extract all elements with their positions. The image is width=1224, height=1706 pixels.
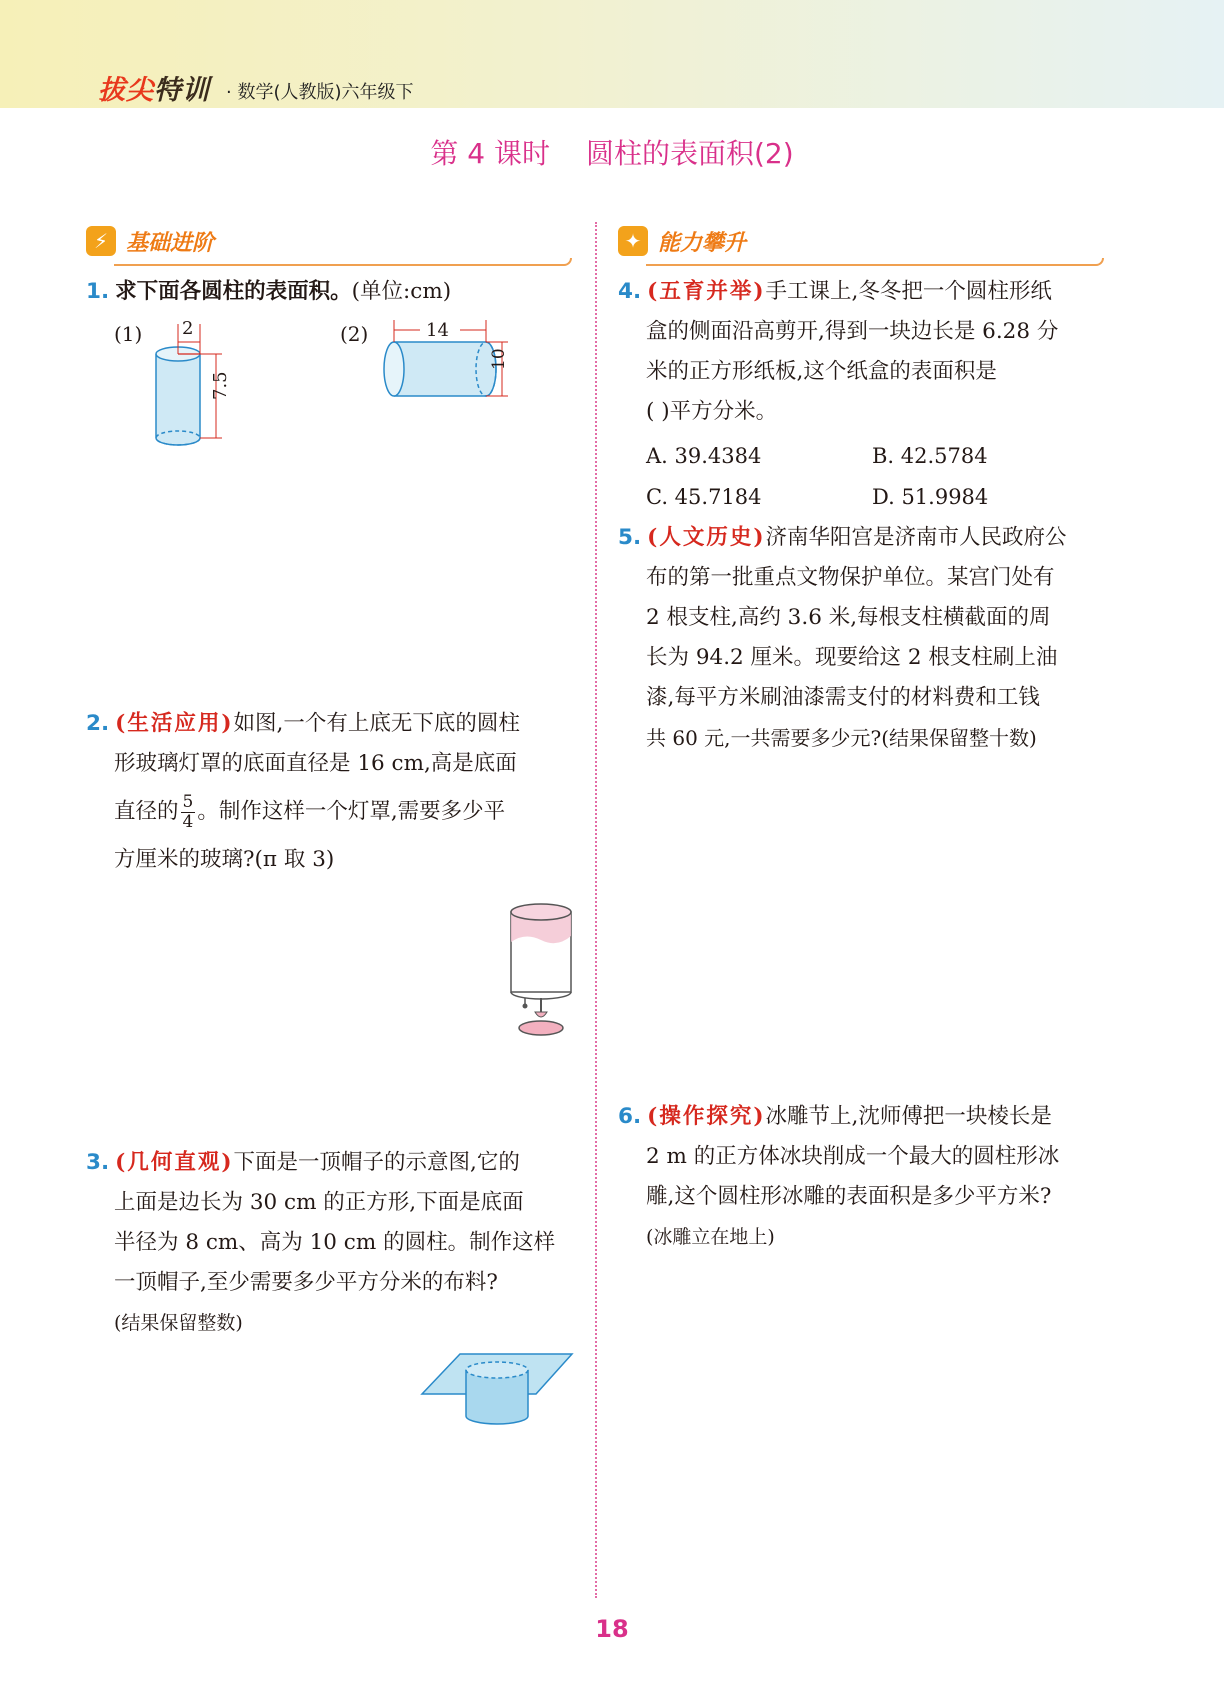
question-text: (冰雕立在地上)	[646, 1226, 775, 1248]
option-b: B. 42.5784	[872, 444, 988, 468]
figure-2-label: (2)	[340, 322, 369, 346]
question-number: 4.	[618, 279, 642, 304]
question-6	[618, 1097, 1118, 1257]
book-title: · 数学(人教版)六年级下	[226, 82, 414, 103]
hat-illustration	[420, 1352, 580, 1432]
question-tag: (几何直观)	[115, 1150, 234, 1175]
option-d: D. 51.9984	[872, 485, 989, 509]
section-ability-title: 能力攀升	[658, 231, 747, 256]
question-number: 6.	[618, 1104, 642, 1129]
question-text: 冰雕节上,沈师傅把一块棱长是	[765, 1104, 1052, 1129]
question-text: (结果保留整数)	[114, 1312, 243, 1334]
section-basic-title: 基础进阶	[126, 231, 215, 256]
question-text: 2 根支柱,高约 3.6 米,每根支柱横截面的周	[646, 605, 1051, 630]
question-1	[86, 272, 586, 312]
option-c: C. 45.7184	[646, 485, 762, 509]
question-text: 盒的侧面沿高剪开,得到一块边长是 6.28 分	[646, 319, 1059, 344]
cylinder-figure-2	[380, 316, 510, 408]
section-basic-header	[86, 222, 570, 262]
lesson-title	[0, 132, 1224, 172]
fraction-denominator: 4	[182, 811, 194, 832]
unit-note: (单位:cm)	[351, 279, 452, 304]
question-text: 布的第一批重点文物保护单位。某宫门处有	[646, 565, 1055, 590]
lesson-number: 第 4 课时	[430, 137, 550, 170]
text-segment: 直径的	[114, 799, 179, 824]
option-a: A. 39.4384	[646, 444, 762, 468]
answer-blank-line: ( )平方分米。	[646, 399, 778, 424]
question-2	[86, 704, 586, 880]
section-underline	[646, 258, 1104, 266]
question-text: 如图,一个有上底无下底的圆柱	[233, 711, 520, 736]
dim-diameter: 2	[182, 318, 194, 339]
question-tag: (人文历史)	[647, 525, 766, 550]
question-text: 一顶帽子,至少需要多少平方分米的布料?	[114, 1270, 498, 1295]
cylinder-figure-1	[148, 316, 238, 452]
text-segment: 。制作这样一个灯罩,需要多少平	[197, 799, 506, 824]
figure-1-label: (1)	[114, 322, 143, 346]
question-text: 2 m 的正方体冰块削成一个最大的圆柱形冰	[646, 1144, 1060, 1169]
dim-length: 14	[426, 320, 449, 341]
question-number: 3.	[86, 1150, 110, 1175]
question-tag: (操作探究)	[647, 1104, 766, 1129]
climber-icon: ✦	[618, 226, 648, 256]
lampshade-illustration	[505, 902, 577, 1038]
question-text: 方厘米的玻璃?(π 取 3)	[114, 847, 335, 872]
fraction	[181, 793, 196, 832]
question-number: 2.	[86, 711, 110, 736]
section-underline	[114, 258, 572, 266]
brand-logo: 拔尖特训	[98, 75, 210, 106]
question-text: 上面是边长为 30 cm 的正方形,下面是底面	[114, 1190, 524, 1215]
question-text-fraction-line	[86, 784, 586, 840]
dim-diameter: 10	[489, 348, 509, 370]
question-tag: (五育并举)	[647, 279, 766, 304]
question-text: 济南华阳宫是济南市人民政府公	[765, 525, 1067, 550]
question-text: 雕,这个圆柱形冰雕的表面积是多少平方米?	[646, 1184, 1052, 1209]
fraction-numerator: 5	[182, 791, 194, 812]
question-text: 手工课上,冬冬把一个圆柱形纸	[765, 279, 1052, 304]
page-number: 18	[595, 1615, 629, 1643]
question-text: 漆,每平方米刷油漆需支付的材料费和工钱	[646, 685, 1040, 710]
question-4	[618, 272, 1118, 432]
question-text: 形玻璃灯罩的底面直径是 16 cm,高是底面	[114, 751, 517, 776]
question-tag: (生活应用)	[115, 711, 234, 736]
question-number: 1.	[86, 279, 110, 304]
question-5	[618, 518, 1118, 758]
column-divider	[595, 222, 597, 1598]
question-number: 5.	[618, 525, 642, 550]
section-ability-header	[618, 222, 1102, 262]
question-prompt: 求下面各圆柱的表面积。	[115, 279, 352, 304]
lesson-name: 圆柱的表面积(2)	[585, 137, 794, 170]
question-text: 半径为 8 cm、高为 10 cm 的圆柱。制作这样	[114, 1230, 556, 1255]
question-text: 长为 94.2 厘米。现要给这 2 根支柱刷上油	[646, 645, 1058, 670]
dim-height: 7.5	[210, 371, 231, 400]
question-text: 共 60 元,一共需要多少元?(结果保留整十数)	[646, 726, 1037, 750]
question-text: 米的正方形纸板,这个纸盒的表面积是	[646, 359, 997, 384]
runner-icon: ⚡	[86, 226, 116, 256]
question-text: 下面是一顶帽子的示意图,它的	[233, 1150, 520, 1175]
question-3	[86, 1143, 586, 1343]
